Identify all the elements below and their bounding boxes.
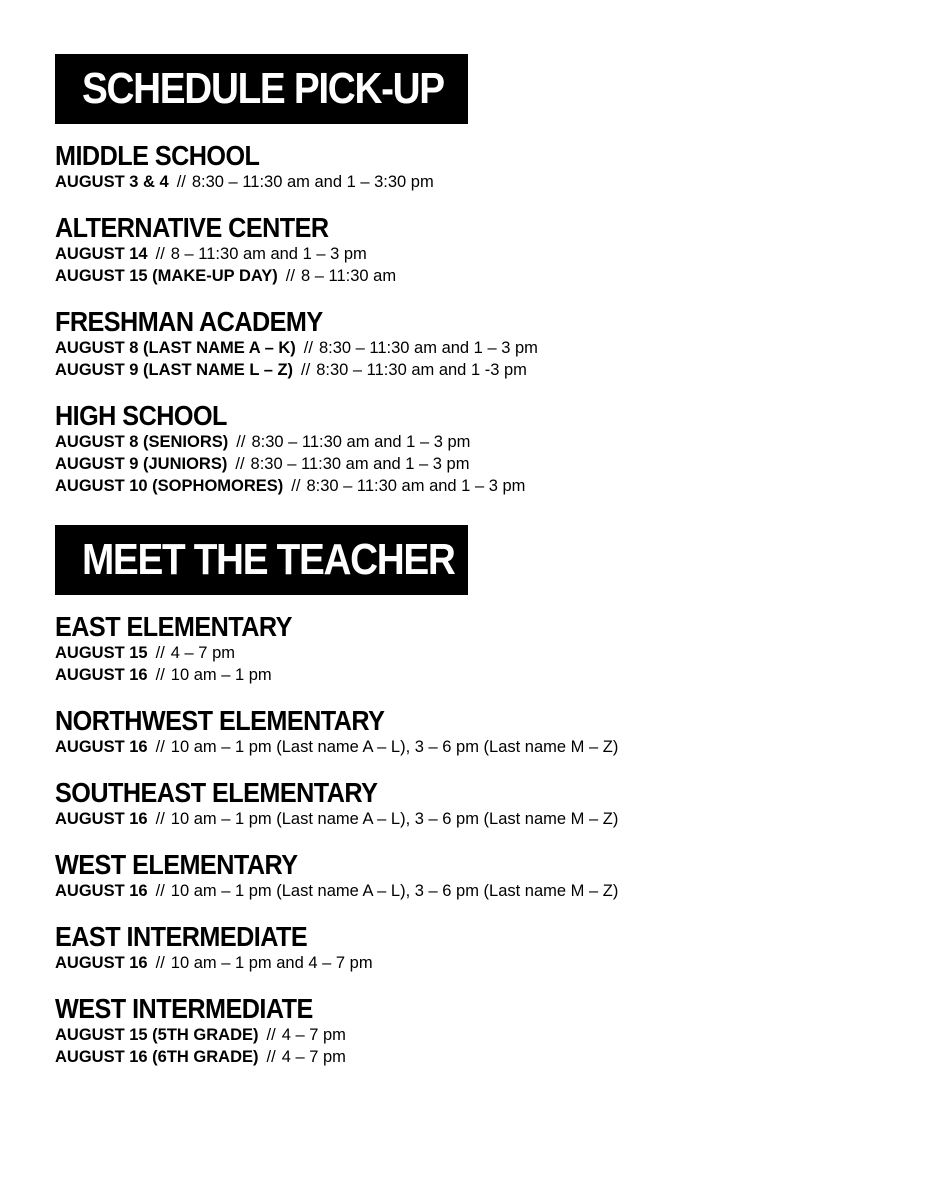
time-text: 4 – 7 pm	[281, 1026, 346, 1044]
separator: //	[235, 455, 245, 473]
date-label: AUGUST 8 (SENIORS)	[55, 433, 229, 451]
schedule-row	[55, 642, 895, 664]
group-high-school	[55, 401, 895, 497]
date-label: AUGUST 16	[55, 666, 148, 684]
group-title: HIGH SCHOOL	[55, 400, 227, 431]
separator: //	[285, 267, 295, 285]
time-text: 8 – 11:30 am and 1 – 3 pm	[170, 245, 367, 263]
group-title: EAST INTERMEDIATE	[55, 921, 308, 952]
group-northwest-elementary	[55, 706, 895, 758]
group-title: EAST ELEMENTARY	[55, 611, 292, 642]
time-text: 10 am – 1 pm (Last name A – L), 3 – 6 pm (Last name M – Z)	[170, 882, 619, 900]
group-freshman-academy	[55, 307, 895, 381]
schedule-row	[55, 475, 895, 497]
separator: //	[303, 339, 313, 357]
schedule-row	[55, 243, 895, 265]
date-label: AUGUST 9 (LAST NAME L – Z)	[55, 361, 294, 379]
group-alternative-center	[55, 213, 895, 287]
date-label: AUGUST 14	[55, 245, 148, 263]
time-text: 8:30 – 11:30 am and 1 – 3:30 pm	[191, 173, 434, 191]
group-title: SOUTHEAST ELEMENTARY	[55, 777, 378, 808]
schedule-document	[55, 54, 895, 1088]
group-southeast-elementary	[55, 778, 895, 830]
schedule-row	[55, 171, 895, 193]
time-text: 8:30 – 11:30 am and 1 – 3 pm	[318, 339, 538, 357]
schedule-pickup-heading: SCHEDULE PICK-UP	[82, 64, 444, 113]
schedule-row	[55, 880, 895, 902]
separator: //	[176, 173, 186, 191]
time-text: 8:30 – 11:30 am and 1 – 3 pm	[250, 455, 470, 473]
group-title: FRESHMAN ACADEMY	[55, 306, 323, 337]
meet-teacher-banner	[55, 525, 468, 595]
time-text: 4 – 7 pm	[281, 1048, 346, 1066]
meet-teacher-heading: MEET THE TEACHER	[82, 535, 455, 584]
date-label: AUGUST 15	[55, 644, 148, 662]
group-title: MIDDLE SCHOOL	[55, 140, 260, 171]
group-middle-school	[55, 141, 895, 193]
date-label: AUGUST 16	[55, 810, 148, 828]
time-text: 10 am – 1 pm	[170, 666, 272, 684]
schedule-row	[55, 808, 895, 830]
separator: //	[236, 433, 246, 451]
time-text: 10 am – 1 pm (Last name A – L), 3 – 6 pm (Last name M – Z)	[170, 810, 619, 828]
date-label: AUGUST 15 (MAKE-UP DAY)	[55, 267, 278, 285]
date-label: AUGUST 16	[55, 882, 148, 900]
separator: //	[155, 245, 165, 263]
group-title: NORTHWEST ELEMENTARY	[55, 705, 385, 736]
separator: //	[266, 1026, 276, 1044]
separator: //	[266, 1048, 276, 1066]
schedule-row	[55, 664, 895, 686]
time-text: 8:30 – 11:30 am and 1 – 3 pm	[306, 477, 526, 495]
time-text: 10 am – 1 pm and 4 – 7 pm	[170, 954, 373, 972]
separator: //	[155, 666, 165, 684]
date-label: AUGUST 3 & 4	[55, 173, 169, 191]
separator: //	[155, 882, 165, 900]
date-label: AUGUST 8 (LAST NAME A – K)	[55, 339, 296, 357]
schedule-pickup-section	[55, 141, 895, 497]
date-label: AUGUST 10 (SOPHOMORES)	[55, 477, 284, 495]
group-west-intermediate	[55, 994, 895, 1068]
time-text: 8 – 11:30 am	[300, 267, 397, 285]
schedule-row	[55, 359, 895, 381]
group-title: WEST ELEMENTARY	[55, 849, 298, 880]
schedule-row	[55, 736, 895, 758]
separator: //	[291, 477, 301, 495]
schedule-row	[55, 431, 895, 453]
separator: //	[155, 738, 165, 756]
separator: //	[155, 954, 165, 972]
time-text: 4 – 7 pm	[170, 644, 235, 662]
date-label: AUGUST 16	[55, 954, 148, 972]
group-east-elementary	[55, 612, 895, 686]
time-text: 8:30 – 11:30 am and 1 – 3 pm	[251, 433, 471, 451]
schedule-row	[55, 952, 895, 974]
group-title: WEST INTERMEDIATE	[55, 993, 313, 1024]
date-label: AUGUST 16 (6TH GRADE)	[55, 1048, 259, 1066]
time-text: 10 am – 1 pm (Last name A – L), 3 – 6 pm (Last name M – Z)	[170, 738, 619, 756]
section-spacer	[55, 517, 895, 525]
group-title: ALTERNATIVE CENTER	[55, 212, 329, 243]
schedule-row	[55, 337, 895, 359]
schedule-row	[55, 1046, 895, 1068]
schedule-row	[55, 1024, 895, 1046]
schedule-row	[55, 265, 895, 287]
meet-teacher-section	[55, 612, 895, 1068]
separator: //	[155, 644, 165, 662]
schedule-pickup-banner	[55, 54, 468, 124]
schedule-row	[55, 453, 895, 475]
date-label: AUGUST 15 (5TH GRADE)	[55, 1026, 259, 1044]
separator: //	[155, 810, 165, 828]
group-east-intermediate	[55, 922, 895, 974]
time-text: 8:30 – 11:30 am and 1 -3 pm	[316, 361, 527, 379]
separator: //	[301, 361, 311, 379]
date-label: AUGUST 9 (JUNIORS)	[55, 455, 228, 473]
date-label: AUGUST 16	[55, 738, 148, 756]
group-west-elementary	[55, 850, 895, 902]
